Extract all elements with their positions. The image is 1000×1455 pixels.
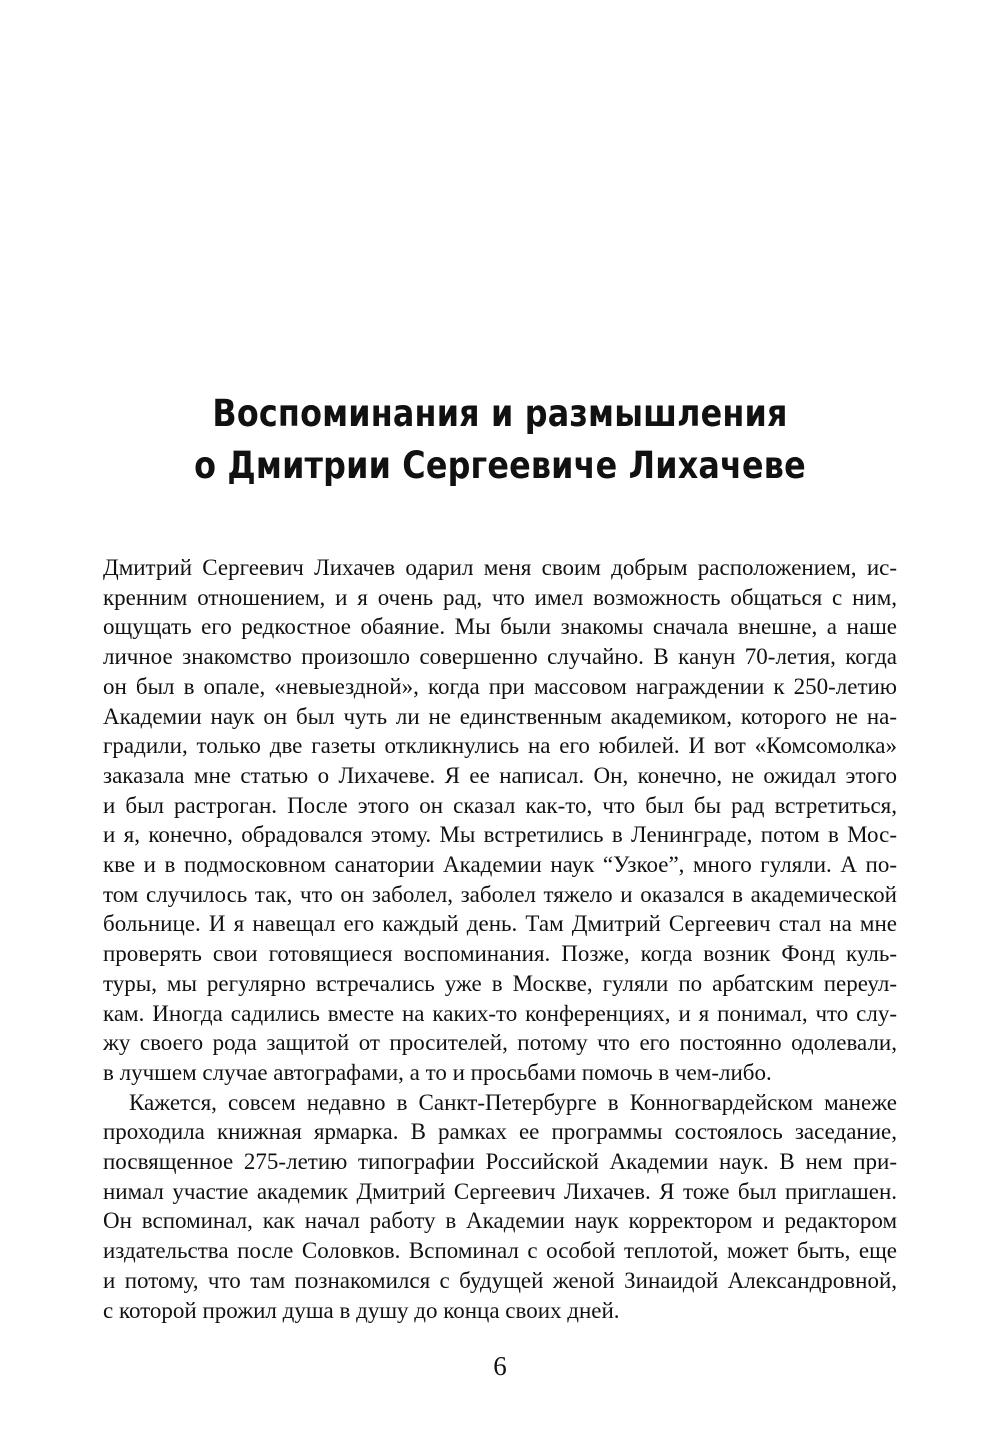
text-line: с которой прожил душа в душу до конца своих дней. [103,1297,620,1323]
page-number: 6 [493,1351,507,1381]
text-line: Кажется, совсем недавно в Санкт-Петербурге в Конногвардейском манеже [129,1089,897,1115]
paragraph-1 [103,553,897,1088]
text-line: кам. Иногда садились вместе на каких-то конференциях, и я понимал, что слу- [103,1000,897,1026]
text-line: и я, конечно, обрадовался этому. Мы встретились в Ленинграде, потом в Мос- [103,822,897,848]
text-line: Дмитрий Сергеевич Лихачев одарил меня своим добрым расположением, ис- [103,555,897,580]
text-line: проходила книжная ярмарка. В рамках ее программы состоялось заседание, [103,1119,897,1145]
chapter-title-line-2: о Дмитрии Сергеевиче Лихачеве [194,444,806,487]
text-line: личное знакомство произошло совершенно случайно. В канун 70-летия, когда [103,644,897,670]
text-line: кве и в подмосковном санатории Академии наук “Узкое”, много гуляли. А по- [103,852,897,878]
chapter-title-line-1: Воспоминания и размышления [212,392,788,435]
text-line: издательства после Соловков. Вспоминал с особой теплотой, может быть, еще [103,1238,897,1264]
text-line: нимал участие академик Дмитрий Сергеевич Лихачев. Я тоже был приглашен. [103,1178,897,1204]
text-line: проверять свои готовящиеся воспоминания. Позже, когда возник Фонд куль- [103,941,897,967]
text-line: том случилось так, что он заболел, заболел тяжело и оказался в академической [103,881,897,907]
text-line: и потому, что там познакомился с будущей женой Зинаидой Александровной, [103,1267,897,1293]
text-line: заказала мне статью о Лихачеве. Я ее написал. Он, конечно, не ожидал этого [103,762,897,788]
text-line: кренним отношением, и я очень рад, что имел возможность общаться с ним, [103,584,897,610]
body-text [103,553,897,1325]
text-line: Он вспоминал, как начал работу в Академии наук корректором и редактором [103,1208,897,1234]
text-line: он был в опале, «невыездной», когда при массовом награждении к 250-летию [103,673,897,699]
text-line: посвященное 275-летию типографии Российской Академии наук. В нем при- [103,1149,897,1175]
text-line: ощущать его редкостное обаяние. Мы были знакомы сначала внешне, а наше [103,614,897,640]
text-line: Академии наук он был чуть ли не единственным академиком, которого не на- [103,703,897,729]
paragraph-2 [103,1088,897,1326]
chapter-title [70,388,930,492]
text-line: жу своего рода защитой от просителей, потому что его постоянно одолевали, [103,1030,897,1056]
text-line: в лучшем случае автографами, а то и просьбами помочь в чем-либо. [103,1059,772,1085]
text-line: и был растроган. После этого он сказал как-то, что был бы рад встретиться, [103,792,897,818]
text-line: туры, мы регулярно встречались уже в Москве, гуляли по арбатским переул- [103,970,897,996]
text-line: градили, только две газеты откликнулись на его юбилей. И вот «Комсомолка» [103,733,897,759]
text-line: больнице. И я навещал его каждый день. Там Дмитрий Сергеевич стал на мне [103,911,897,937]
